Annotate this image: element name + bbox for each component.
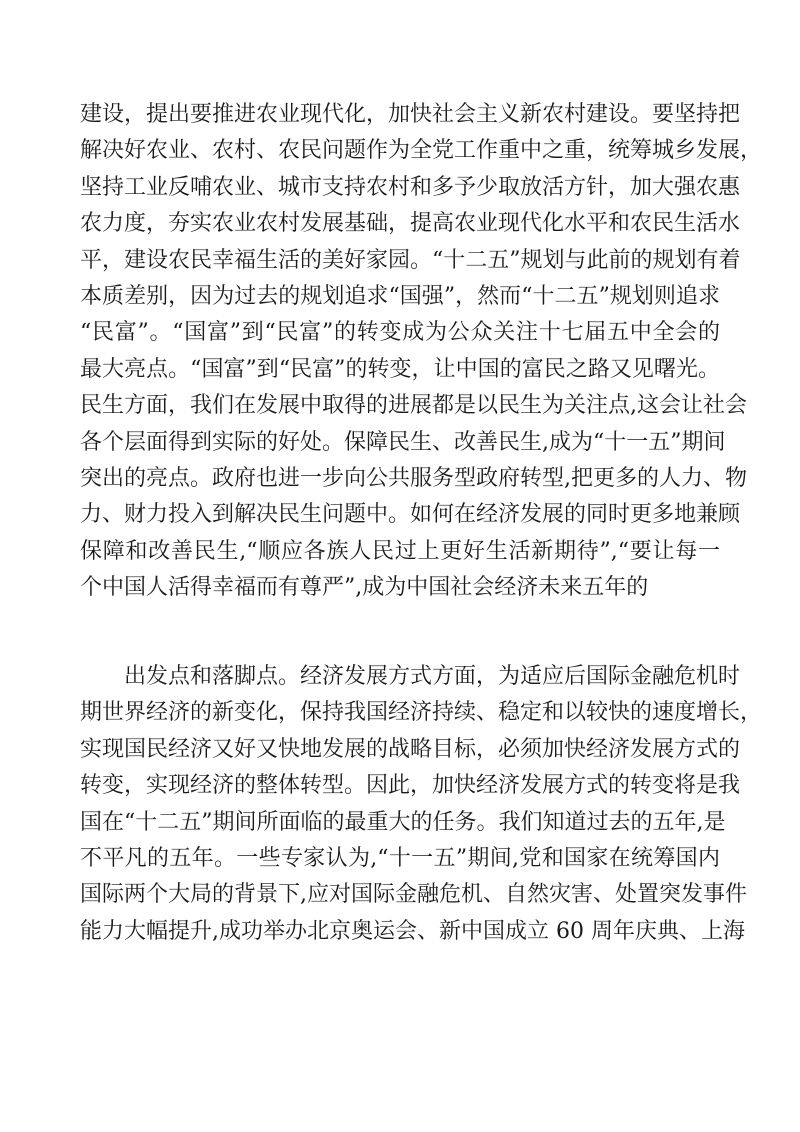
text-line: 国际两个大局的背景下,应对国际金融危机、自然灾害、处置突发事件 [80,882,747,908]
text-line: 期世界经济的新变化，保持我国经济持续、稳定和以较快的速度增长， [80,700,763,726]
paragraph-1 [80,97,763,606]
text-line: 保障和改善民生,“顺应各族人民过上更好生活新期待”,“要让每一 [80,538,720,564]
text-line: 建设，提出要推进农业现代化，加快社会主义新农村建设。要坚持把 [80,102,741,127]
text-line: 出发点和落脚点。经济发展方式方面，为适应后国际金融危机时 [124,664,741,689]
text-line: 民生方面，我们在发展中取得的进展都是以民生为关注点,这会让社会 [80,393,747,419]
text-line: 突出的亮点。政府也进一步向公共服务型政府转型,把更多的人力、物 [80,465,747,491]
text-line: 平，建设农民幸福生活的美好家园。“十二五”规划与此前的规划有着 [80,247,741,273]
text-line: 实现国民经济又好又快地发展的战略目标，必须加快经济发展方式的 [80,736,741,762]
text-line: 国在“十二五”期间所面临的最重大的任务。我们知道过去的五年,是 [80,809,726,835]
text-line: 转变，实现经济的整体转型。因此，加快经济发展方式的转变将是我 [80,773,741,799]
text-line: 各个层面得到实际的好处。保障民生、改善民生,成为“十一五”期间 [80,429,726,455]
text-line: 坚持工业反哺农业、城市支持农村和多予少取放活方针，加大强农惠 [80,174,741,200]
text-line: 解决好农业、农村、农民问题作为全党工作重中之重，统筹城乡发展， [80,138,763,164]
text-line: 能力大幅提升,成功举办北京奥运会、新中国成立 60 周年庆典、上海 [80,918,745,944]
text-line: “民富”。“国富”到“民富”的转变成为公众关注十七届五中全会的 [80,320,720,346]
text-line: 最大亮点。“国富”到“民富”的转变，让中国的富民之路又见曙光。 [80,356,720,382]
text-line: 不平凡的五年。一些专家认为,“十一五”期间,党和国家在统筹国内 [80,845,720,871]
text-line: 本质差别，因为过去的规划追求“国强”，然而“十二五”规划则追求 [80,283,720,309]
text-line: 农力度，夯实农业农村发展基础，提高农业现代化水平和农民生活水 [80,211,741,237]
paragraph-2 [80,659,763,950]
text-line: 力、财力投入到解决民生问题中。如何在经济发展的同时更多地兼顾 [80,502,741,528]
text-line: 个中国人活得幸福而有尊严”,成为中国社会经济未来五年的 [80,575,649,601]
